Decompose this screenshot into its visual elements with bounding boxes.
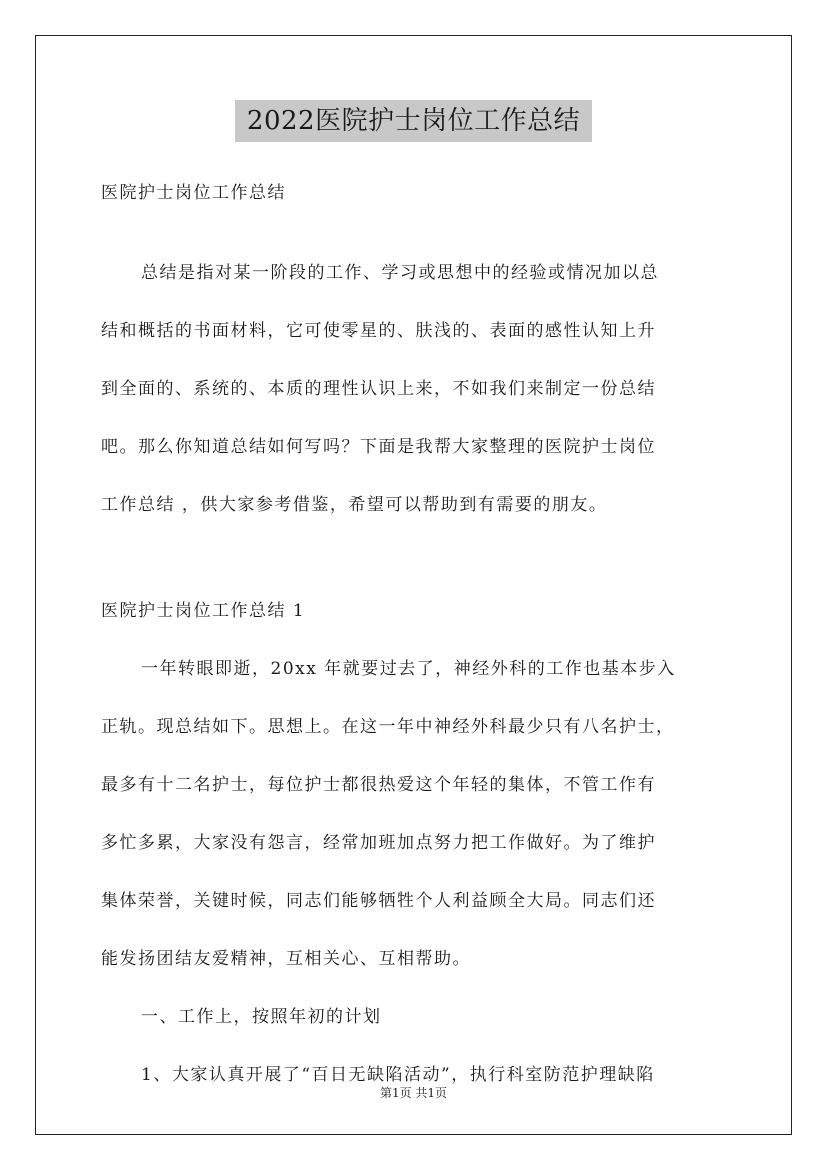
list-heading: 一、工作上，按照年初的计划 xyxy=(141,1007,382,1027)
paragraph-line: 结和概括的书面材料，它可使零星的、肤浅的、表面的感性认知上升 xyxy=(101,321,656,341)
paragraph-line: 一年转眼即逝，20xx 年就要过去了，神经外科的工作也基本步入 xyxy=(141,659,676,679)
subtitle-text: 医院护士岗位工作总结 xyxy=(101,183,286,203)
list-item: 1、大家认真开展了“百日无缺陷活动”，执行科室防范护理缺陷 xyxy=(141,1065,655,1085)
paragraph-line: 吧。那么你知道总结如何写吗？下面是我帮大家整理的医院护士岗位 xyxy=(101,437,656,457)
paragraph-line: 最多有十二名护士，每位护士都很热爱这个年轻的集体，不管工作有 xyxy=(101,775,656,795)
page-footer xyxy=(0,1084,827,1101)
paragraph-line: 工作总结 ，供大家参考借鉴，希望可以帮助到有需要的朋友。 xyxy=(101,495,608,515)
paragraph-line: 能发扬团结友爱精神，互相关心、互相帮助。 xyxy=(101,949,471,969)
section-heading: 医院护士岗位工作总结 1 xyxy=(101,601,306,621)
document-body xyxy=(101,176,741,1104)
paragraph-line: 总结是指对某一阶段的工作、学习或思想中的经验或情况加以总 xyxy=(141,263,659,283)
paragraph-line: 到全面的、系统的、本质的理性认识上来，不如我们来制定一份总结 xyxy=(101,379,656,399)
document-title: 2022医院护士岗位工作总结 xyxy=(235,100,592,142)
page-number: 第1页 共1页 xyxy=(379,1086,448,1100)
paragraph-line: 集体荣誉，关键时候，同志们能够牺牲个人利益顾全大局。同志们还 xyxy=(101,891,656,911)
paragraph-line: 多忙多累，大家没有怨言，经常加班加点努力把工作做好。为了维护 xyxy=(101,833,656,853)
paragraph-line: 正轨。现总结如下。思想上。在这一年中神经外科最少只有八名护士， xyxy=(101,717,675,737)
intro-paragraph xyxy=(101,244,741,534)
title-container xyxy=(0,100,827,142)
section1-paragraph xyxy=(101,640,741,988)
subtitle xyxy=(101,176,741,244)
